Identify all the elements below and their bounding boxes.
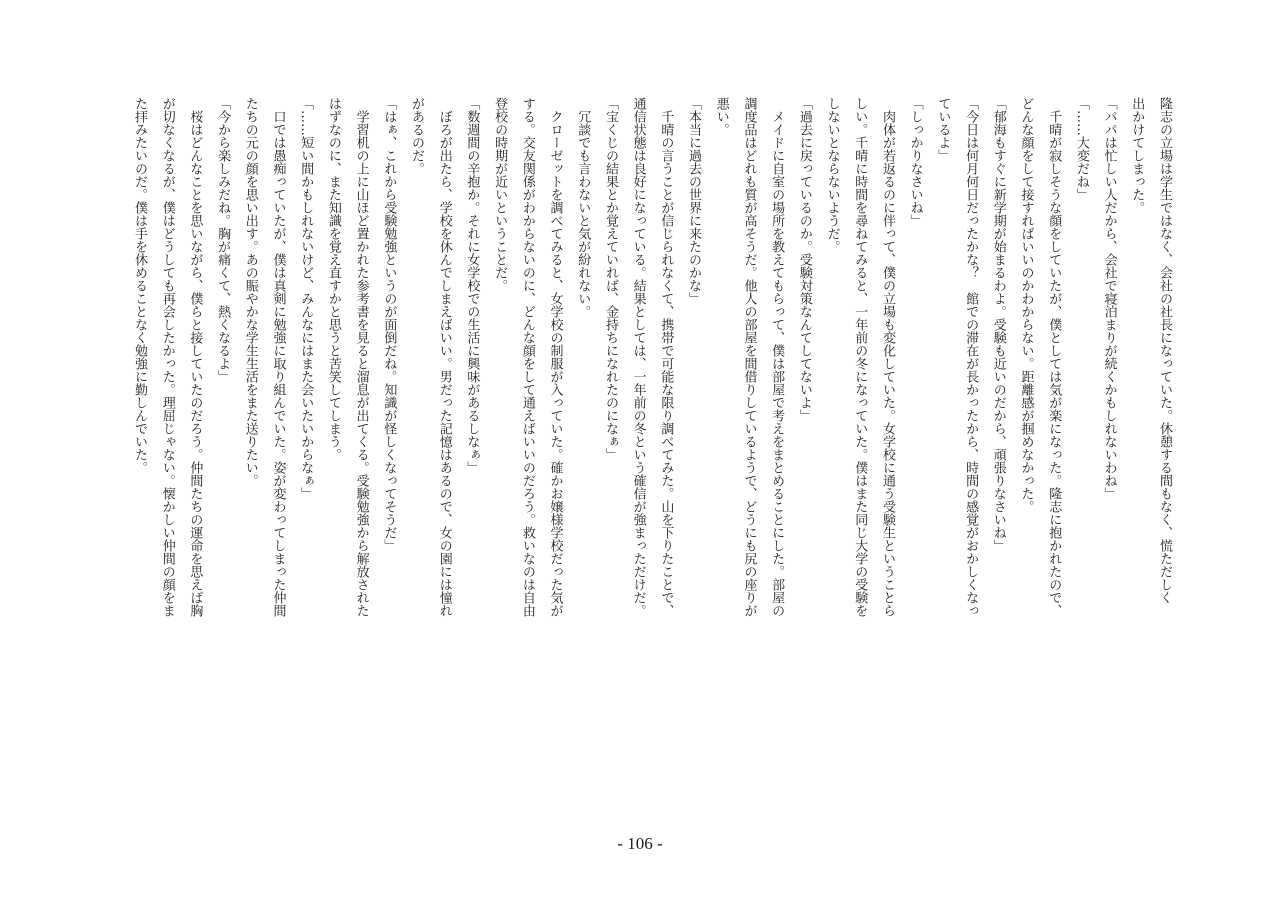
text-line: があるのだ。 bbox=[409, 97, 425, 175]
text-line: が切なくなるが、僕はどうしても再会したかった。理屈じゃない。懐かしい仲間の顔をま bbox=[159, 97, 175, 617]
text-line: どんな顔をして接すればいいのかわからない。距離感が掴めなかった。 bbox=[1018, 97, 1034, 513]
text-line: ぼろが出たら、学校を休んでしまえばいい。男だった記憶はあるので、女の園には憧れ bbox=[436, 97, 452, 617]
text-line: 「……大変だね」 bbox=[1073, 97, 1089, 201]
text-line: 「今日は何月何日だったかな？ 館での滞在が長かったから、時間の感覚がおかしくなっ bbox=[963, 97, 979, 617]
text-line: クローゼットを調べてみると、女学校の制服が入っていた。確かお嬢様学校だった気が bbox=[547, 97, 563, 617]
text-line: メイドに自室の場所を教えてもらって、僕は部屋で考えをまとめることにした。部屋の bbox=[769, 97, 785, 617]
text-line: 登校の時期が近いということだ。 bbox=[492, 97, 508, 292]
text-line: 悪い。 bbox=[713, 97, 729, 136]
text-line: 「パパは忙しい人だから、会社で寝泊まりが続くかもしれないわね」 bbox=[1101, 97, 1117, 500]
text-line: しい。千晴に時間を尋ねてみると、一年前の冬になっていた。僕はまた同じ大学の受験を bbox=[852, 97, 868, 617]
text-line: 出かけてしまった。 bbox=[1129, 97, 1145, 214]
text-line: 「……短い間かもしれないけど、みんなにはまた会いたいからなぁ」 bbox=[298, 97, 314, 500]
text-line: た拝みたいのだ。僕は手を休めることなく勉強に勤しんでいた。 bbox=[131, 97, 147, 474]
text-line: 通信状態は良好になっている。結果としては、一年前の冬という確信が強まっただけだ。 bbox=[630, 97, 646, 617]
text-line: しないとならないようだ。 bbox=[824, 97, 840, 253]
text-line: 調度品はどれも質が高そうだ。他人の部屋を間借りしているようで、どうにも尻の座りが bbox=[741, 97, 757, 617]
body-text bbox=[124, 97, 1178, 625]
text-line: 「しっかりなさいね」 bbox=[907, 97, 923, 227]
text-line: 「郁海もすぐに新学期が始まるわよ。受験も近いのだから、頑張りなさいね」 bbox=[990, 97, 1006, 552]
text-line: 肉体が若返るのに伴って、僕の立場も変化していた。女学校に通う受験生ということら bbox=[879, 97, 895, 617]
text-line: 千晴の言うことが信じられなくて、携帯で可能な限り調べてみた。山を下りたことで、 bbox=[658, 97, 674, 617]
text-line: 「本当に過去の世界に来たのかな」 bbox=[686, 97, 702, 305]
text-line: する。交友関係がわからないのに、どんな顔をして通えばいいのだろう。救いなのは自由 bbox=[519, 97, 535, 617]
text-line: 口では愚痴っていたが、僕は真剣に勉強に取り組んでいた。姿が変わってしまった仲間 bbox=[270, 97, 286, 617]
text-line: 隆志の立場は学生ではなく、会社の社長になっていた。休憩する間もなく、慌ただしく bbox=[1157, 97, 1172, 604]
text-line: たちの元の顔を思い出す。あの賑やかな学生生活をまた送りたい。 bbox=[242, 97, 258, 487]
text-line: 千晴が寂しそうな顔をしていたが、僕としては気が楽になった。隆志に抱かれたので、 bbox=[1046, 97, 1062, 617]
text-line: 「過去に戻っているのか。受験対策なんてしてないよ」 bbox=[796, 97, 812, 422]
text-line: 学習机の上に山ほど置かれた参考書を見ると溜息が出てくる。受験勉強から解放された bbox=[353, 97, 369, 617]
text-line: ているよ」 bbox=[935, 97, 951, 162]
page-number: - 106 - bbox=[617, 834, 663, 853]
text-line: 冗談でも言わないと気が紛れない。 bbox=[575, 97, 591, 318]
text-line: 「はぁ、これから受験勉強というのが面倒だね。知識が怪しくなってそうだ」 bbox=[381, 97, 397, 552]
text-line: 「数週間の辛抱か。それに女学校での生活に興味があるしなぁ」 bbox=[464, 97, 480, 474]
text-line: はずなのに、また知識を覚え直すかと思うと苦笑してしまう。 bbox=[325, 97, 341, 461]
text-line: 「宝くじの結果とか覚えていれば、金持ちになれたのになぁ」 bbox=[602, 97, 618, 461]
text-line: 桜はどんなことを思いながら、僕らと接していたのだろう。仲間たちの運命を思えば胸 bbox=[187, 97, 203, 617]
text-line: 「今から楽しみだね。胸が痛くて、熱くなるよ」 bbox=[215, 97, 231, 383]
